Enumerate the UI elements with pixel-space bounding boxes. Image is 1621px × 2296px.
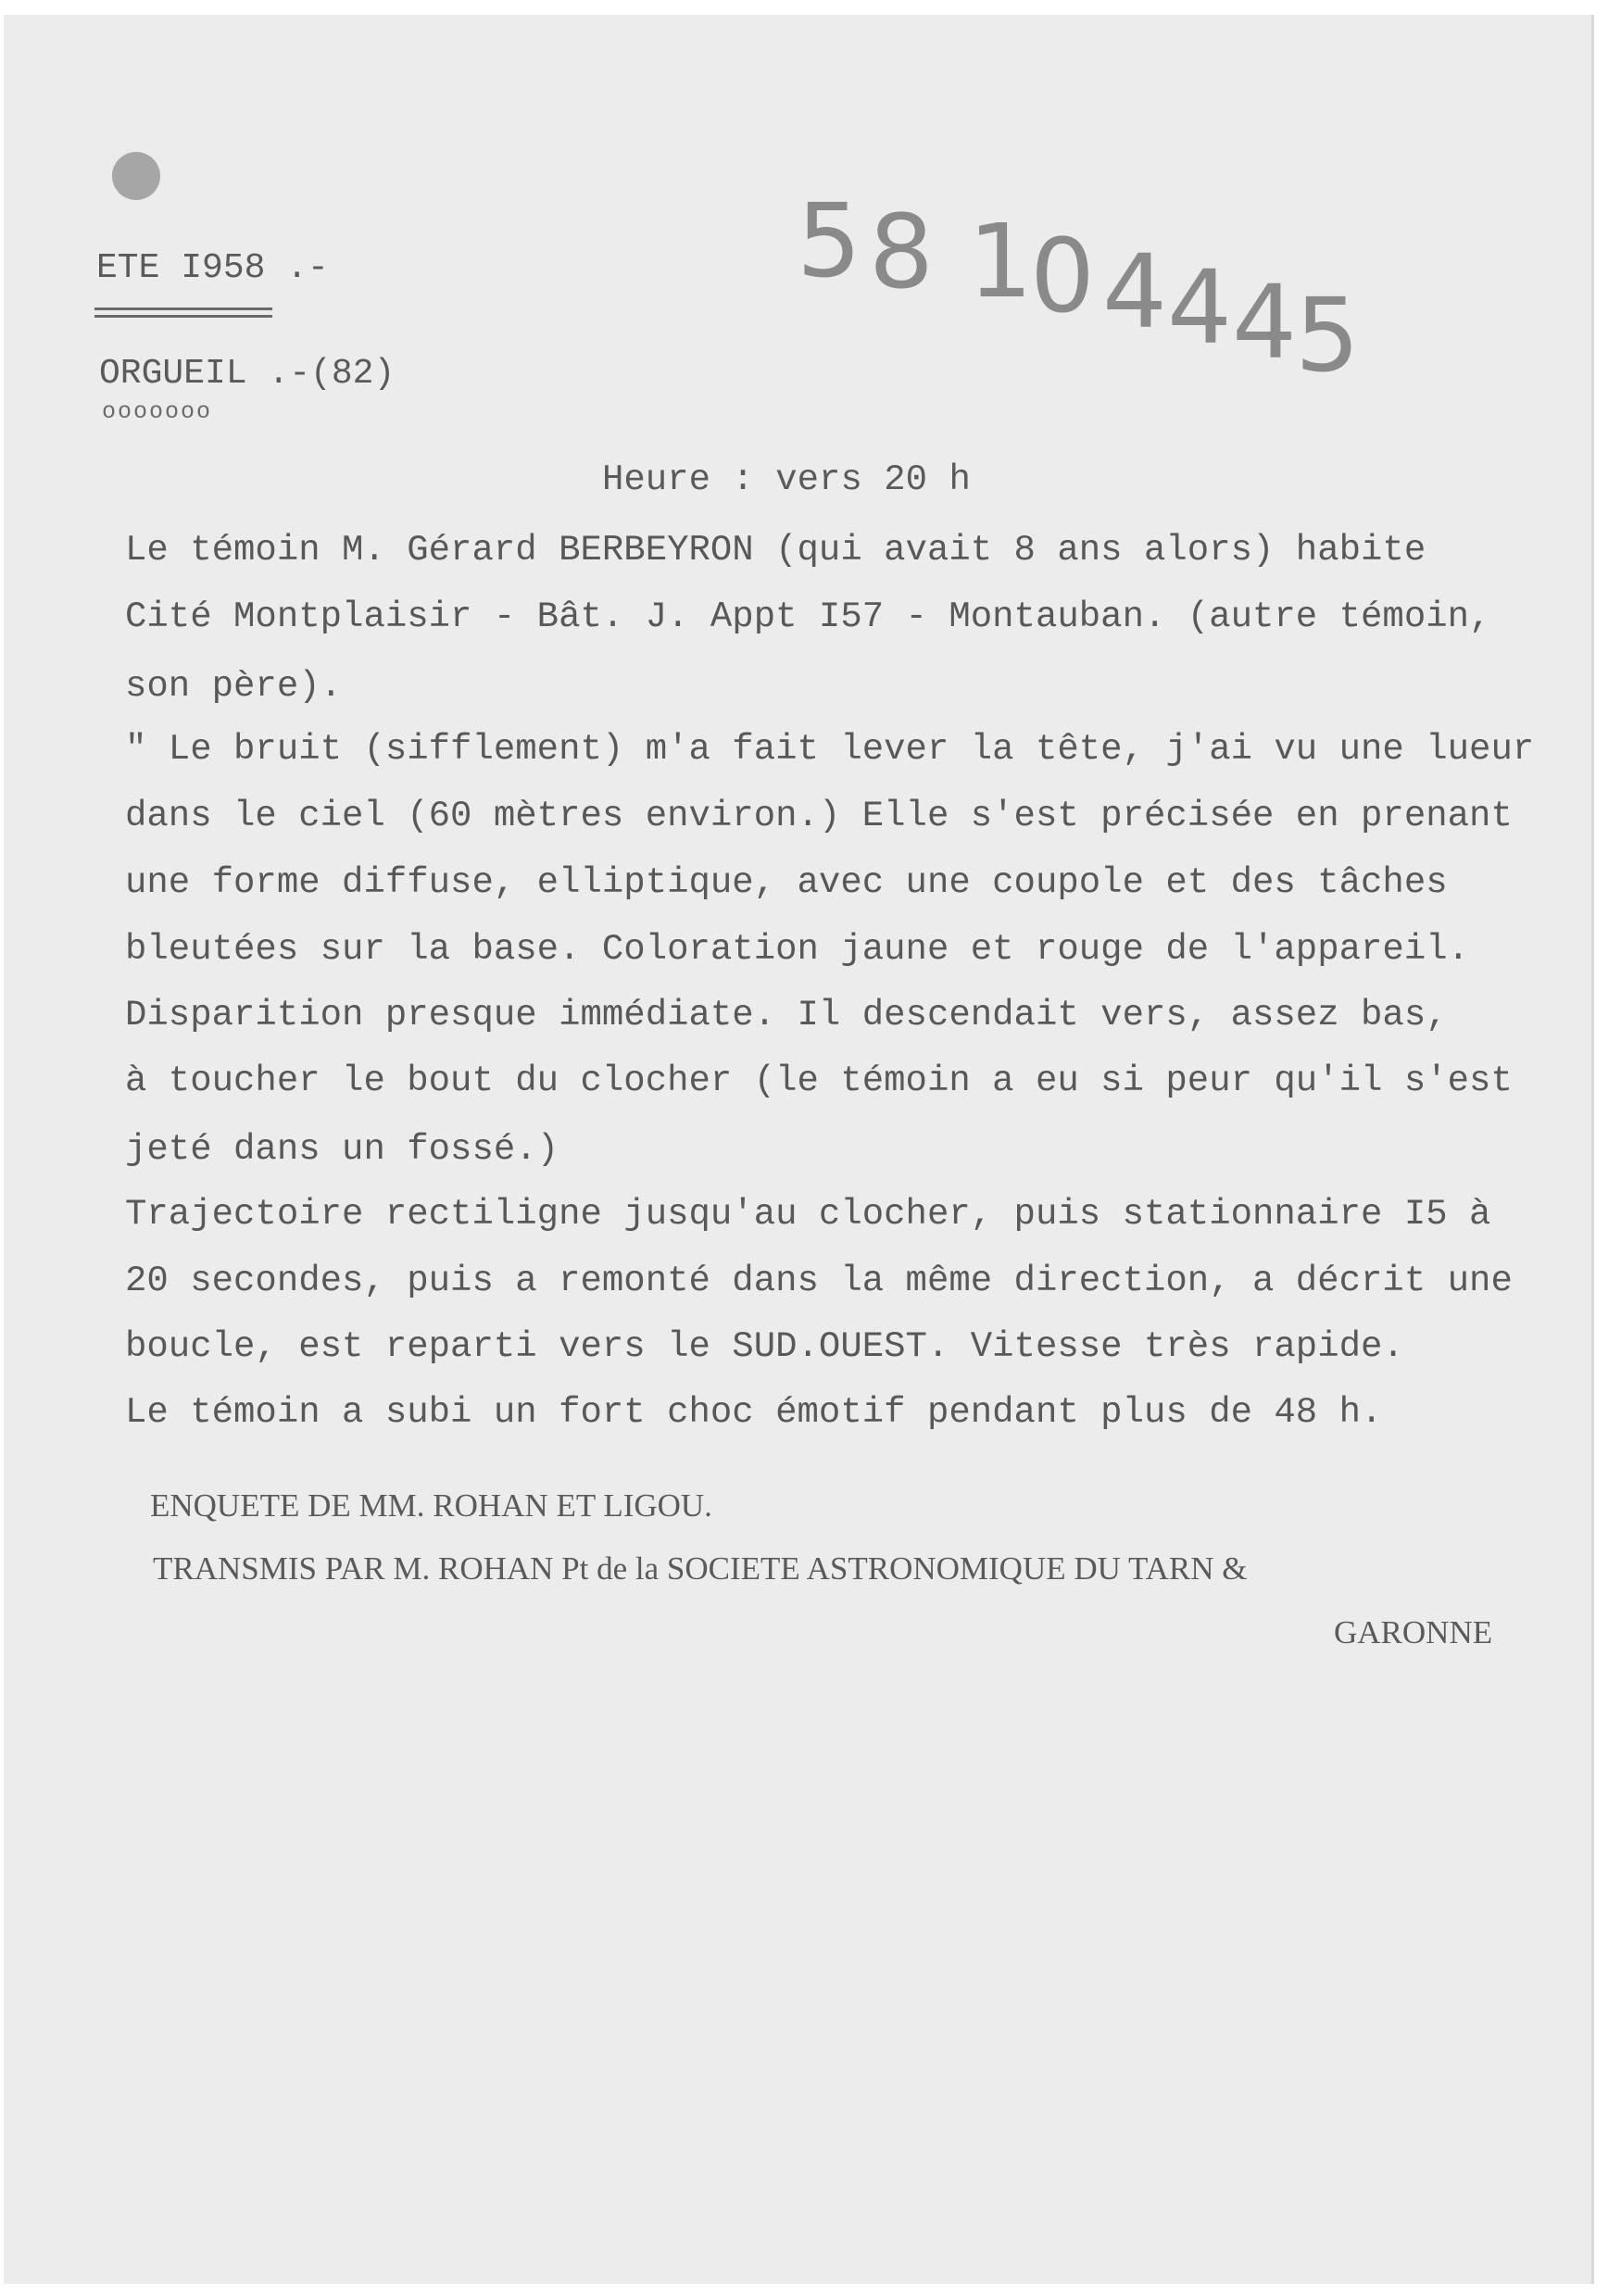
- place-underline: ooooooo: [102, 398, 213, 425]
- body-line: Le témoin a subi un fort choc émotif pendant plus de 48 h.: [125, 1392, 1383, 1433]
- time-of-event: Heure : vers 20 h: [602, 459, 971, 500]
- date-underline-second: [94, 315, 272, 318]
- report-date: ETE I958 .-: [96, 248, 329, 288]
- body-line: Trajectoire rectiligne jusqu'au clocher, puis stationnaire I5 à: [125, 1194, 1491, 1235]
- stamp-digit: 8: [869, 193, 934, 311]
- body-line: " Le bruit (sifflement) m'a fait lever la tête, j'ai vu une lueur: [125, 729, 1535, 770]
- stamp-digit: 1: [968, 202, 1033, 320]
- punch-hole: [112, 152, 160, 200]
- stamp-digit: 4: [1167, 248, 1232, 367]
- body-line: son père).: [125, 666, 343, 707]
- body-line: une forme diffuse, elliptique, avec une coupole et des tâches: [125, 862, 1448, 903]
- body-line: Disparition presque immédiate. Il descendait vers, assez bas,: [125, 995, 1448, 1035]
- stamp-digit: 0: [1030, 217, 1095, 335]
- stamp-digit: 4: [1102, 232, 1167, 351]
- body-line: Cité Montplaisir - Bât. J. Appt I57 - Montauban. (autre témoin,: [125, 596, 1491, 637]
- case-number-stamp: [797, 182, 1445, 403]
- stamp-digit: 5: [1295, 276, 1360, 395]
- transmitted-by-end: GARONNE: [1334, 1614, 1493, 1650]
- report-place: ORGUEIL .-(82): [99, 354, 396, 394]
- body-line: jeté dans un fossé.): [125, 1129, 559, 1170]
- body-line: dans le ciel (60 mètres environ.) Elle s'est précisée en prenant: [125, 796, 1513, 836]
- transmitted-by: TRANSMIS PAR M. ROHAN Pt de la SOCIETE ASTRONOMIQUE DU TARN &: [153, 1550, 1248, 1587]
- stamp-digit: 5: [797, 182, 861, 300]
- stamp-digit: 4: [1232, 263, 1297, 382]
- body-line: 20 secondes, puis a remonté dans la même direction, a décrit une: [125, 1261, 1513, 1301]
- date-underline: [94, 307, 272, 310]
- body-line: bleutées sur la base. Coloration jaune et rouge de l'appareil.: [125, 929, 1470, 970]
- body-line: boucle, est reparti vers le SUD.OUEST. Vitesse très rapide.: [125, 1326, 1404, 1367]
- investigation-credit: ENQUETE DE MM. ROHAN ET LIGOU.: [150, 1487, 712, 1524]
- body-line: Le témoin M. Gérard BERBEYRON (qui avait 8 ans alors) habite: [125, 530, 1426, 571]
- body-line: à toucher le bout du clocher (le témoin a eu si peur qu'il s'est: [125, 1060, 1513, 1101]
